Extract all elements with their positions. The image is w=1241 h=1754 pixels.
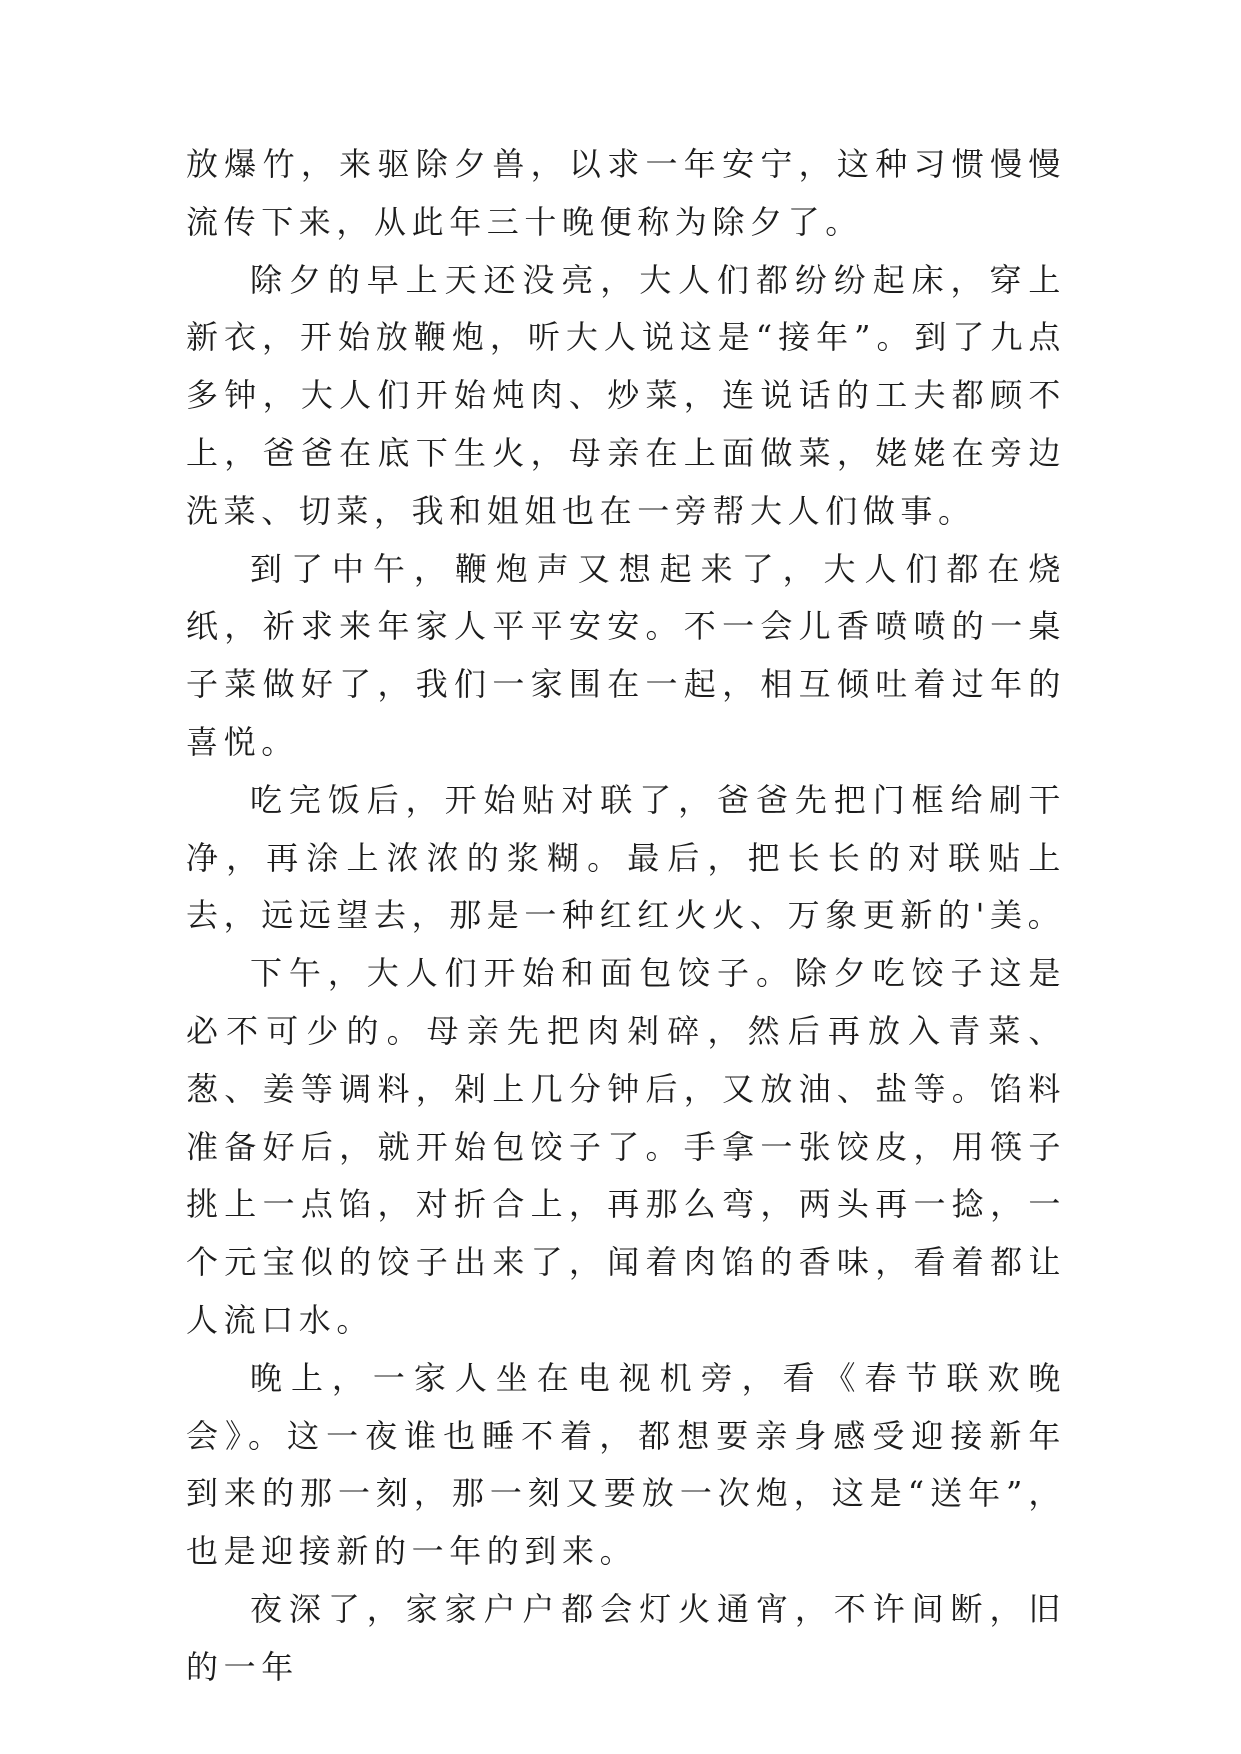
paragraph-1: 放爆竹，来驱除夕兽，以求一年安宁，这种习惯慢慢流传下来，从此年三十晚便称为除夕了。 [186,145,1066,241]
paragraph-5: 下午，大人们开始和面包饺子。除夕吃饺子这是必不可少的。母亲先把肉剁碎，然后再放入青菜、葱、姜等调料，剁上几分钟后，又放油、盐等。馅料准备好后，就开始包饺子了。手拿一张饺皮，用筷子挑上一点馅，对折合上，再那么弯，两头再一捻，一个元宝似的饺子出来了，闻着肉馅的香味，看着都让人流口水。 [186,954,1066,1339]
paragraph-4: 吃完饭后，开始贴对联了，爸爸先把门框给刷干净，再涂上浓浓的浆糊。最后，把长长的对联贴上去，远远望去，那是一种红红火火、万象更新的'美。 [186,780,1066,935]
paragraph-6: 晚上，一家人坐在电视机旁，看《春节联欢晚会》。这一夜谁也睡不着，都想要亲身感受迎接新年到来的那一刻，那一刻又要放一次炮，这是“送年”，也是迎接新的一年的到来。 [186,1358,1066,1571]
document-page [186,136,1066,1697]
paragraph-3: 到了中午，鞭炮声又想起来了，大人们都在烧纸，祈求来年家人平平安安。不一会儿香喷喷的一桌子菜做好了，我们一家围在一起，相互倾吐着过年的喜悦。 [186,549,1066,761]
paragraph-2: 除夕的早上天还没亮，大人们都纷纷起床，穿上新衣，开始放鞭炮，听大人说这是“接年”。到了九点多钟，大人们开始炖肉、炒菜，连说话的工夫都顾不上，爸爸在底下生火，母亲在上面做菜，姥姥在旁边洗菜、切菜，我和姐姐也在一旁帮大人们做事。 [186,260,1066,530]
paragraph-7: 夜深了，家家户户都会灯火通宵，不许间断，旧的一年 [186,1589,1066,1686]
